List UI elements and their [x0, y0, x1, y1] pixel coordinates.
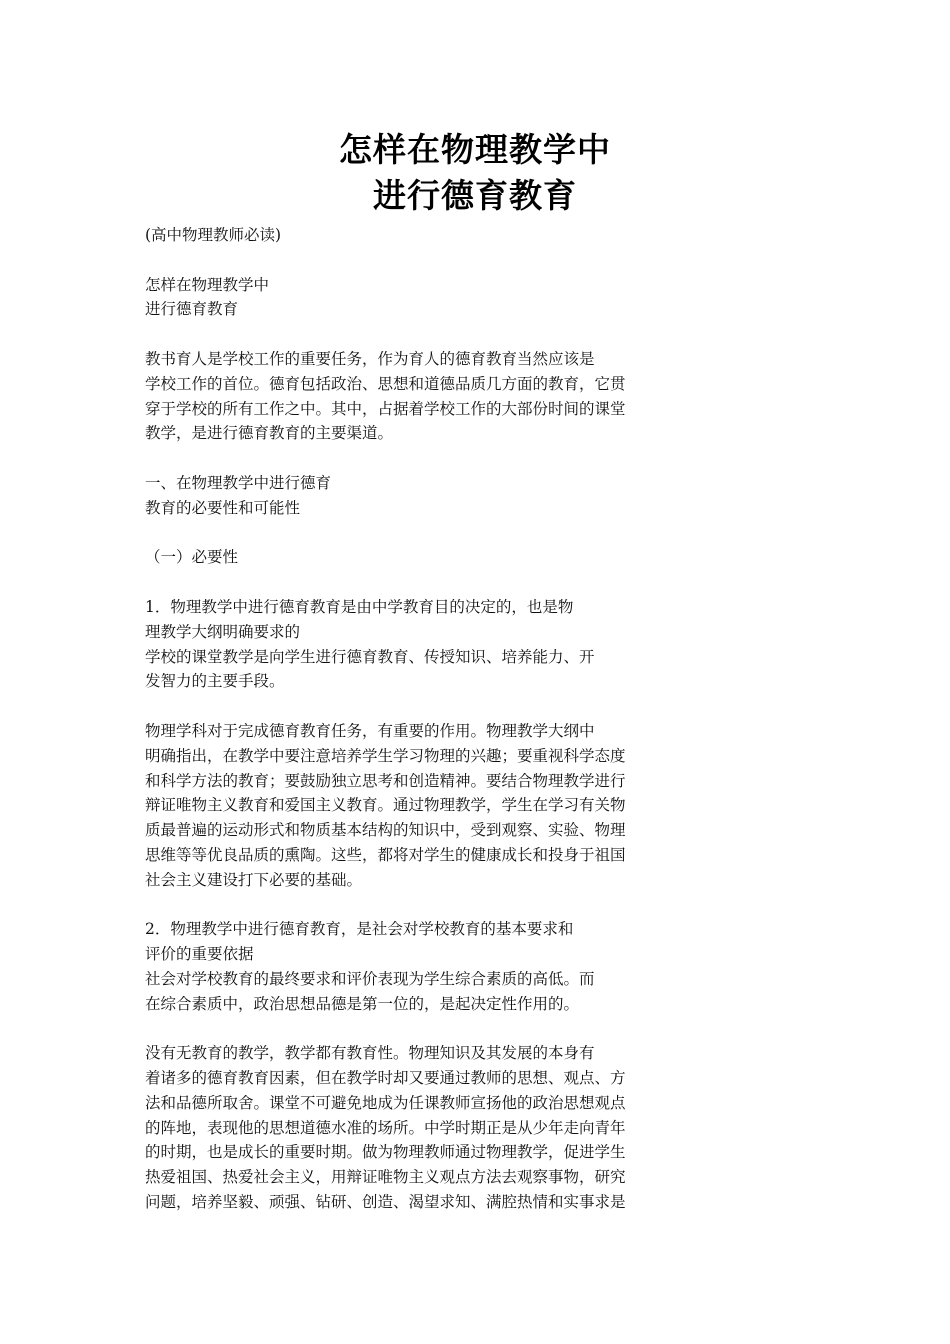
point2-line: 2．物理教学中进行德育教育，是社会对学校教育的基本要求和 [145, 920, 574, 939]
para2-line: 物理学科对于完成德育教育任务，有重要的作用。物理教学大纲中 [145, 721, 595, 740]
title-line-1: 怎样在物理教学中 [339, 130, 611, 169]
para2-line: 思维等等优良品质的熏陶。这些，都将对学生的健康成长和投身于祖国 [145, 845, 626, 864]
point2-line: 社会对学校教育的最终要求和评价表现为学生综合素质的高低。而 [145, 969, 595, 988]
subtitle: (高中物理教师必读) [145, 226, 282, 244]
document-body [145, 223, 670, 1215]
blank-line [145, 322, 670, 347]
para3-line: 的阵地，表现他的思想道德水准的场所。中学时期正是从少年走向青年 [145, 1118, 626, 1137]
blank-line [145, 248, 670, 273]
para3-line: 的时期，也是成长的重要时期。做为物理教师通过物理教学，促进学生 [145, 1143, 626, 1162]
point1-line: 发智力的主要手段。 [145, 672, 285, 691]
intro-line: 学校工作的首位。德育包括政治、思想和道德品质几方面的教育，它贯 [145, 374, 626, 393]
para2-line: 和科学方法的教育；要鼓励独立思考和创造精神。要结合物理教学进行 [145, 771, 626, 790]
para3-line: 没有无教育的教学，教学都有教育性。物理知识及其发展的本身有 [145, 1044, 595, 1063]
blank-line [145, 570, 670, 595]
para2-line: 明确指出，在教学中要注意培养学生学习物理的兴趣；要重视科学态度 [145, 746, 626, 765]
point2-line: 在综合素质中，政治思想品德是第一位的，是起决定性作用的。 [145, 994, 580, 1013]
para3-line: 问题，培养坚毅、顽强、钻研、创造、渴望求知、满腔热情和实事求是 [145, 1193, 626, 1212]
section-heading-line: 教育的必要性和可能性 [145, 498, 301, 517]
para3-line: 法和品德所取舍。课堂不可避免地成为任课教师宣扬他的政治思想观点 [145, 1093, 626, 1112]
title-line-2: 进行德育教育 [373, 176, 577, 215]
point1-line: 理教学大纲明确要求的 [145, 622, 301, 641]
heading-repeat-line: 怎样在物理教学中 [145, 275, 270, 294]
point1-line: 学校的课堂教学是向学生进行德育教育、传授知识、培养能力、开 [145, 647, 595, 666]
document-title [0, 127, 950, 219]
intro-line: 穿于学校的所有工作之中。其中，占据着学校工作的大部份时间的课堂 [145, 399, 626, 418]
intro-line: 教书育人是学校工作的重要任务，作为育人的德育教育当然应该是 [145, 349, 595, 368]
blank-line [145, 694, 670, 719]
blank-line [145, 446, 670, 471]
section-heading-line: 一、在物理教学中进行德育 [145, 473, 332, 492]
para2-line: 辩证唯物主义教育和爱国主义教育。通过物理教学，学生在学习有关物 [145, 796, 626, 815]
subsection-heading: （一）必要性 [145, 548, 239, 567]
blank-line [145, 893, 670, 918]
para3-line: 热爱祖国、热爱社会主义，用辩证唯物主义观点方法去观察事物，研究 [145, 1168, 626, 1187]
blank-line [145, 1017, 670, 1042]
blank-line [145, 521, 670, 546]
point2-line: 评价的重要依据 [145, 945, 254, 964]
para2-line: 质最普遍的运动形式和物质基本结构的知识中，受到观察、实验、物理 [145, 821, 626, 840]
intro-line: 教学，是进行德育教育的主要渠道。 [145, 424, 394, 443]
heading-repeat-line: 进行德育教育 [145, 300, 239, 319]
para2-line: 社会主义建设打下必要的基础。 [145, 870, 363, 889]
point1-line: 1．物理教学中进行德育教育是由中学教育目的决定的，也是物 [145, 597, 574, 616]
para3-line: 着诸多的德育教育因素，但在教学时却又要通过教师的思想、观点、方 [145, 1069, 626, 1088]
